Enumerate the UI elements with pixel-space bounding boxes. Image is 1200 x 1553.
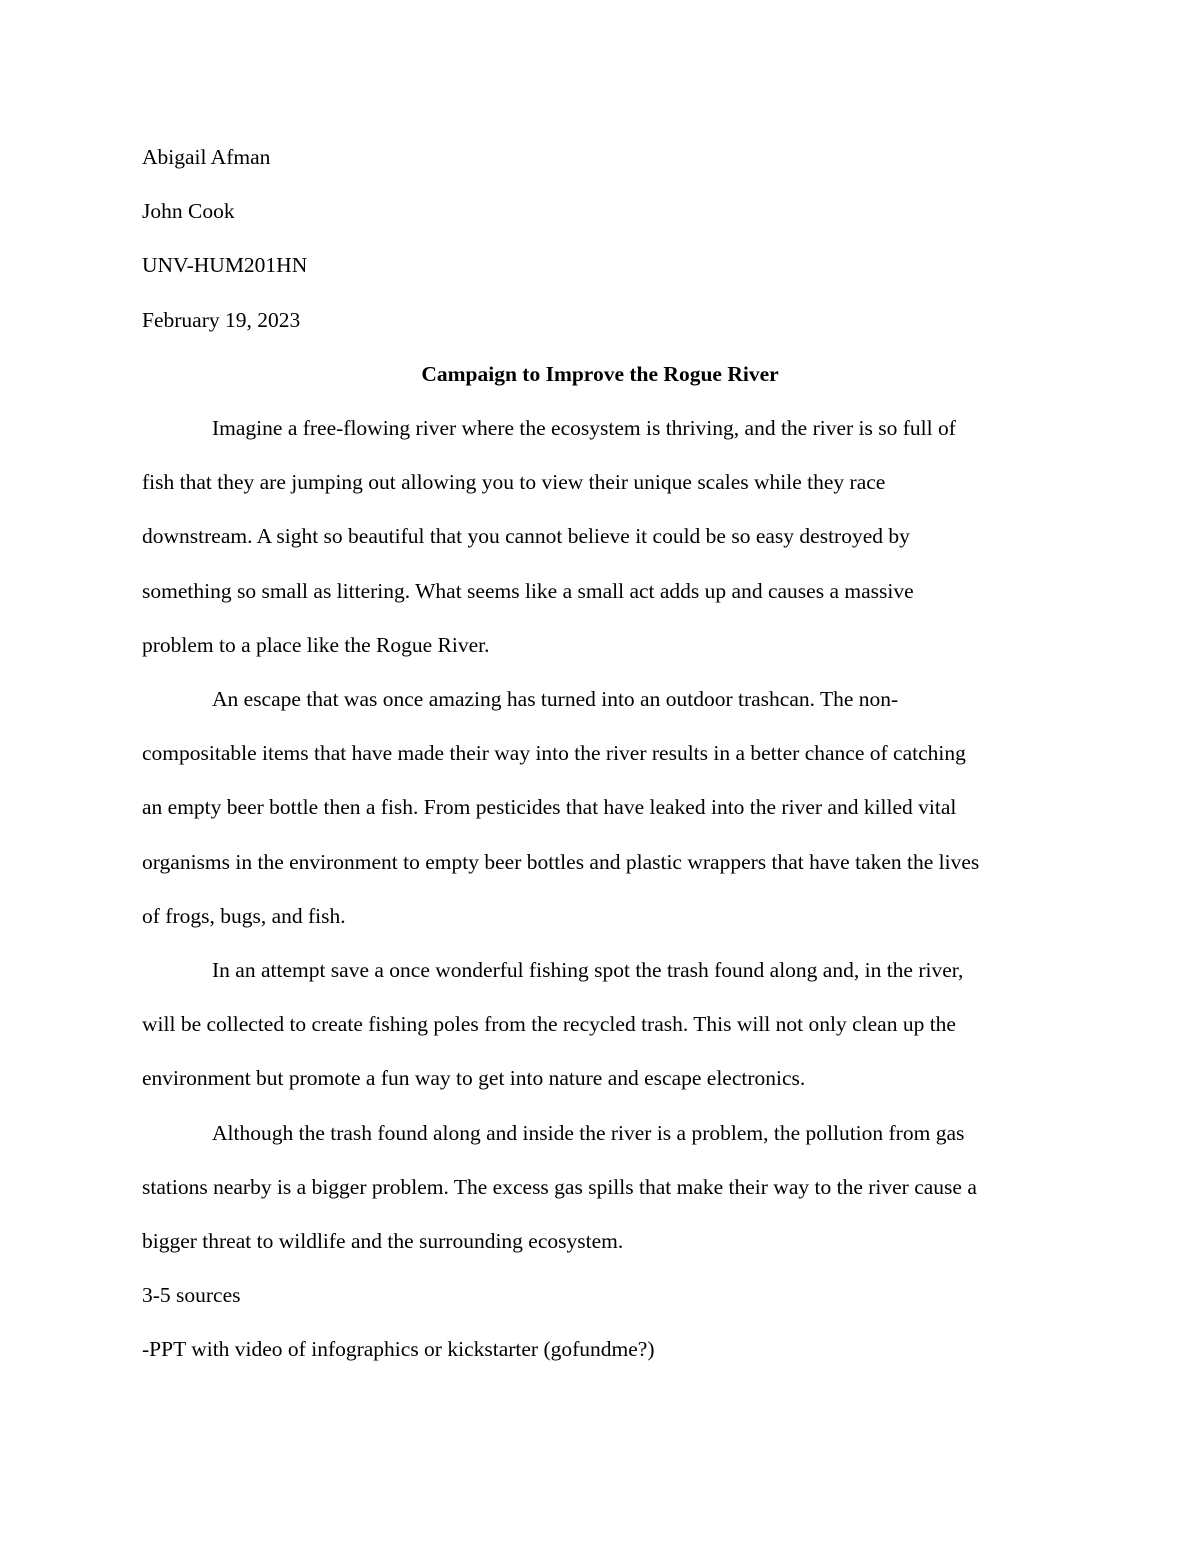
paragraph-line: something so small as littering. What seems like a small act adds up and causes a massive — [142, 578, 914, 603]
paragraph-line: downstream. A sight so beautiful that you cannot believe it could be so easy destroyed by — [142, 524, 910, 549]
paragraph-line: bigger threat to wildlife and the surrounding ecosystem. — [142, 1229, 624, 1254]
paragraph-2 — [142, 672, 1058, 943]
note-sources: 3-5 sources — [142, 1283, 241, 1308]
paragraph-line: Although the trash found along and inside the river is a problem, the pollution from gas — [212, 1120, 965, 1145]
paragraph-line: An escape that was once amazing has turned into an outdoor trashcan. The non- — [212, 687, 899, 712]
document-date: February 19, 2023 — [142, 307, 301, 332]
paragraph-1 — [142, 401, 1058, 672]
paragraph-line: an empty beer bottle then a fish. From pesticides that have leaked into the river and killed vital — [142, 795, 957, 820]
paragraph-line: In an attempt save a once wonderful fishing spot the trash found along and, in the river, — [212, 958, 964, 983]
paragraph-line: fish that they are jumping out allowing you to view their unique scales while they race — [142, 470, 886, 495]
paragraph-line: organisms in the environment to empty beer bottles and plastic wrappers that have taken the lives — [142, 849, 980, 874]
note-ppt: -PPT with video of infographics or kickstarter (gofundme?) — [142, 1337, 655, 1362]
paragraph-line: Imagine a free-flowing river where the ecosystem is thriving, and the river is so full of — [212, 416, 956, 441]
paragraph-line: will be collected to create fishing poles from the recycled trash. This will not only clean up the — [142, 1012, 956, 1037]
student-name: Abigail Afman — [142, 145, 271, 169]
paragraph-4 — [142, 1106, 1058, 1269]
document-body — [142, 130, 1058, 1377]
paragraph-line: compositable items that have made their way into the river results in a better chance of catching — [142, 741, 966, 766]
paragraph-line: environment but promote a fun way to get into nature and escape electronics. — [142, 1066, 806, 1091]
paragraph-line: of frogs, bugs, and fish. — [142, 903, 346, 928]
paragraph-line: problem to a place like the Rogue River. — [142, 632, 490, 657]
course-code: UNV-HUM201HN — [142, 253, 308, 278]
document-title: Campaign to Improve the Rogue River — [421, 361, 779, 386]
instructor-name: John Cook — [142, 199, 235, 224]
paragraph-line: stations nearby is a bigger problem. The excess gas spills that make their way to the river cause a — [142, 1174, 977, 1199]
paragraph-3 — [142, 943, 1058, 1106]
